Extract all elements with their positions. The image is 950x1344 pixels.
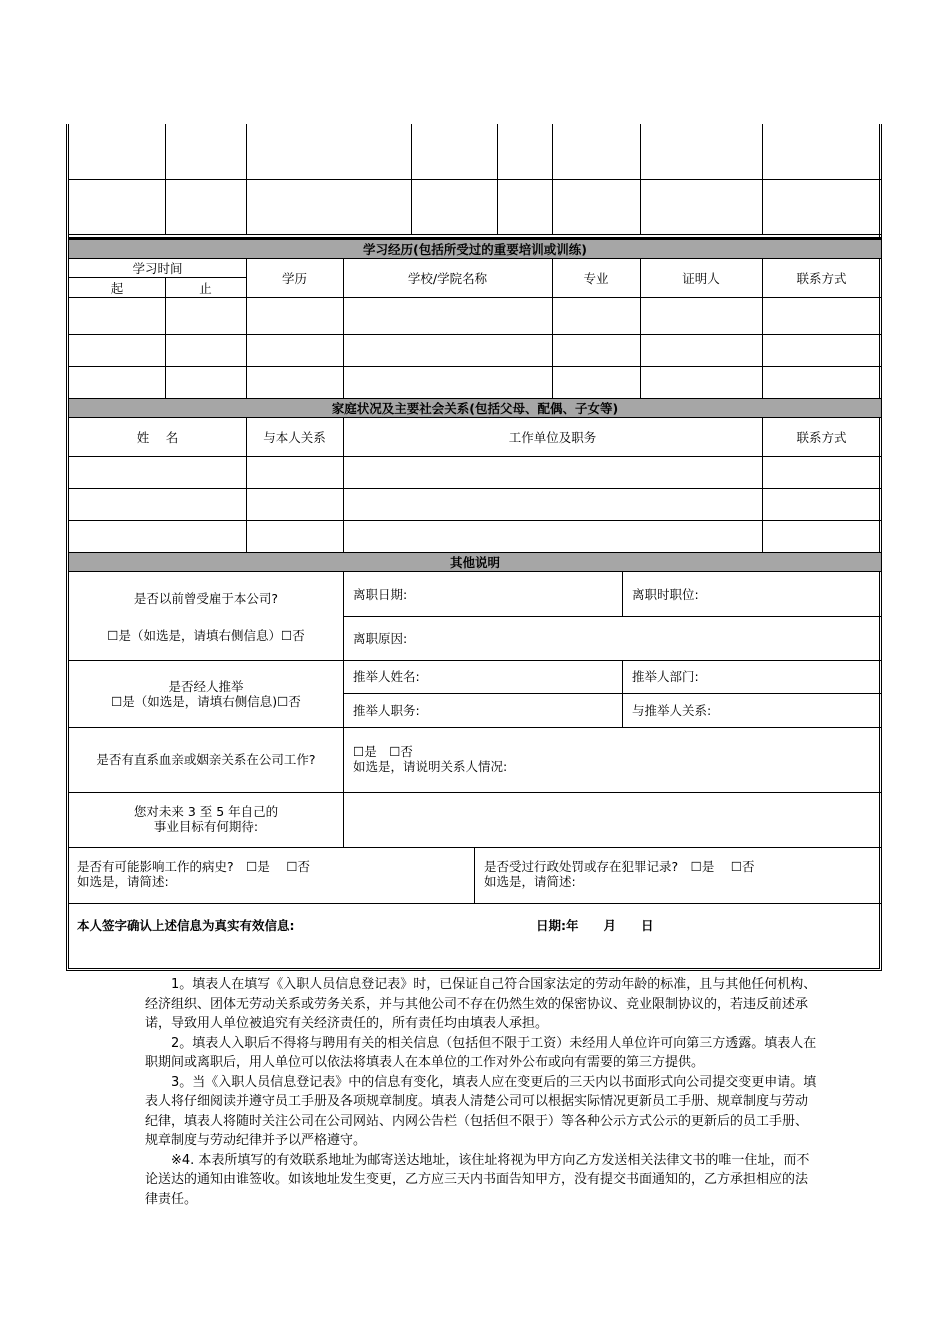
relatives-choice[interactable]: ☐是 ☐否 <box>353 744 413 759</box>
leave-reason-field[interactable]: 离职原因: <box>353 630 408 646</box>
referral-choice[interactable]: ☐是（如选是，请填右侧信息)☐否 <box>111 693 301 709</box>
note-4: ※4. 本表所填写的有效联系地址为邮寄送达地址，该住址将视为甲方向乙方发送相关法律文书的唯一住址，而不论送达的通知由谁签收。如该地址发生变更，乙方应三天内书面告知甲方，没有提交书面通知的，乙方承担相应的法律责任。 <box>145 1152 810 1207</box>
header-degree: 学历 <box>281 270 307 286</box>
header-contact: 联系方式 <box>796 270 847 286</box>
header-school: 学校/学院名称 <box>407 270 488 286</box>
note-1: 1。填表人在填写《入职人员信息登记表》时，已保证自己符合国家法定的劳动年龄的标准，且与其他任何机构、经济组织、团体无劳动关系或劳务关系，并与其他公司不存在仍然生效的保密协议、竞业限制协议的，若违反前述承诺，导致用人单位被追究有关经济责任的，所有责任均由填表人承担。 <box>145 977 817 1031</box>
criminal-detail[interactable]: 如选是，请简述: <box>484 874 576 889</box>
referrer-position-field[interactable]: 推举人职务: <box>353 702 420 718</box>
referrer-dept-field[interactable]: 推举人部门: <box>632 669 699 684</box>
goals-question-line1: 您对未来 3 至 5 年自己的 <box>133 804 279 819</box>
referrer-relation-field[interactable]: 与推举人关系: <box>632 702 712 718</box>
leave-position-field[interactable]: 离职时职位: <box>632 586 699 602</box>
prev-employed-question: 是否以前曾受雇于本公司? <box>133 590 279 606</box>
header-to: 止 <box>199 280 212 296</box>
criminal-question[interactable]: 是否受过行政处罚或存在犯罪记录? ☐是 ☐否 <box>484 859 755 874</box>
signature-label: 本人签字确认上述信息为真实有效信息: <box>77 917 295 933</box>
header-from: 起 <box>110 280 124 296</box>
notes-section <box>145 975 817 1209</box>
family-section-title: 家庭状况及主要社会关系(包括父母、配偶、子女等) <box>69 398 881 418</box>
other-section-title: 其他说明 <box>69 552 881 572</box>
illness-question[interactable]: 是否有可能影响工作的病史? ☐是 ☐否 <box>77 859 311 874</box>
header-relation: 与本人关系 <box>263 429 326 445</box>
prev-employed-choice[interactable]: ☐是（如选是，请填右侧信息）☐否 <box>107 627 305 643</box>
relatives-detail[interactable]: 如选是，请说明关系人情况: <box>353 759 508 774</box>
header-witness: 证明人 <box>682 270 720 286</box>
header-family-contact: 联系方式 <box>796 429 847 445</box>
education-section-title: 学习经历(包括所受过的重要培训或训练) <box>69 239 881 259</box>
note-2: 2。填表人入职后不得将与聘用有关的相关信息（包括但不限于工资）未经用人单位许可向第三方透露。填表人在职期间或离职后，用人单位可以依法将填表人在本单位的工作对外公布或向有需要的第三方提供。 <box>145 1035 817 1070</box>
header-major: 专业 <box>583 270 609 286</box>
header-employer: 工作单位及职务 <box>508 429 597 445</box>
header-study-time: 学习时间 <box>132 261 183 276</box>
goals-answer-field[interactable] <box>344 793 881 847</box>
referrer-name-field[interactable]: 推举人姓名: <box>353 669 420 684</box>
leave-date-field[interactable]: 离职日期: <box>353 586 408 602</box>
header-name: 姓 名 <box>136 429 179 445</box>
signature-date[interactable]: 日期:年 月 日 <box>536 917 654 933</box>
note-3: 3。当《入职人员信息登记表》中的信息有变化，填表人应在变更后的三天内以书面形式向公司提交变更申请。填表人将仔细阅读并遵守员工手册及各项规章制度。填表人清楚公司可以根据实际情况更新员工手册、规章制度与劳动纪律，填表人将随时关注公司在公司网站、内网公告栏（包括但不限于）等各种公示方式公示的更新后的员工手册、规章制度与劳动纪律并予以严格遵守。 <box>145 1074 817 1148</box>
goals-question-line2: 事业目标有何期待: <box>153 819 259 834</box>
relatives-question: 是否有直系血亲或姻亲关系在公司工作? <box>96 752 316 767</box>
referral-question: 是否经人推举 <box>168 678 244 694</box>
illness-detail[interactable]: 如选是，请简述: <box>77 874 169 889</box>
